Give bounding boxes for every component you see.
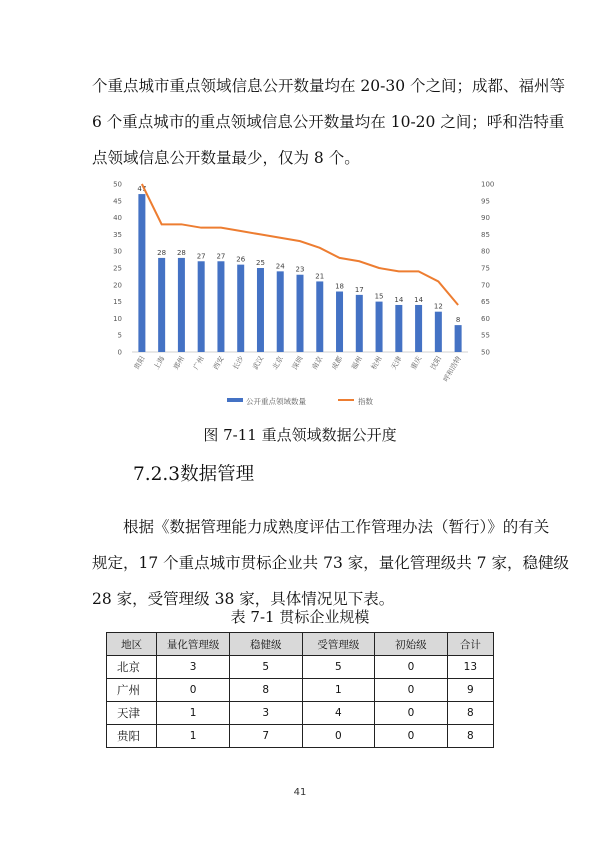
table-cell: 1	[157, 702, 230, 725]
management-paragraph	[92, 509, 569, 617]
table-cell: 0	[375, 702, 448, 725]
table-cell: 13	[447, 656, 493, 679]
bar	[257, 268, 264, 352]
right-tick-label: 95	[481, 197, 490, 206]
left-tick-label: 10	[113, 314, 122, 323]
header-cell: 受管理级	[302, 633, 375, 656]
page-number: 41	[293, 787, 307, 798]
table-cell: 9	[447, 679, 493, 702]
bar	[316, 281, 323, 352]
table-row	[107, 702, 494, 725]
category-label: 南京	[310, 355, 325, 372]
left-tick-label: 5	[117, 331, 122, 340]
table-cell: 0	[157, 679, 230, 702]
bar	[395, 305, 402, 352]
bar	[158, 258, 165, 352]
bar-value-label: 47	[137, 185, 147, 194]
text-line: 个重点城市重点领域信息公开数量均在 20-30 个之间；成都、福州等	[92, 77, 566, 95]
bar	[356, 295, 363, 352]
left-tick-label: 15	[113, 298, 122, 307]
legend-swatch-bar	[227, 398, 243, 402]
category-label: 广州	[191, 355, 206, 372]
table-cell: 1	[157, 725, 230, 748]
category-label: 上海	[152, 355, 167, 372]
header-cell: 初始级	[375, 633, 448, 656]
region-cell: 天津	[107, 702, 157, 725]
right-tick-label: 100	[481, 180, 495, 189]
right-tick-label: 75	[481, 264, 490, 273]
bar	[277, 271, 284, 352]
left-tick-label: 50	[113, 180, 122, 189]
bar	[455, 325, 462, 352]
bar-value-label: 25	[256, 259, 265, 267]
left-tick-label: 30	[113, 247, 122, 256]
text-line: 根据《数据管理能力成熟度评估工作管理办法（暂行）》的有关	[123, 518, 550, 536]
bar-value-label: 23	[295, 265, 305, 274]
bar-value-label: 28	[176, 248, 186, 257]
header-cell: 地区	[107, 633, 157, 656]
table-cell: 3	[229, 702, 302, 725]
section-title: 7.2.3数据管理	[133, 464, 255, 485]
table-cell: 0	[375, 679, 448, 702]
right-tick-label: 70	[481, 281, 490, 290]
text-line: 28 家，受管理级 38 家，具体情况见下表。	[92, 590, 395, 608]
category-label: 深圳	[290, 355, 305, 372]
table-row	[107, 656, 494, 679]
bar-value-label: 14	[414, 295, 424, 304]
bar-value-label: 21	[315, 272, 325, 281]
bar	[138, 194, 145, 352]
enterprise-scale-table	[106, 632, 494, 748]
bar	[217, 261, 224, 352]
table-header-row	[107, 633, 494, 656]
category-label: 重庆	[409, 355, 424, 372]
table-row	[107, 679, 494, 702]
table-cell: 4	[302, 702, 375, 725]
table-cell: 8	[229, 679, 302, 702]
right-tick-label: 65	[481, 298, 490, 307]
bar-value-label: 27	[216, 252, 226, 261]
bar-value-label: 27	[196, 252, 206, 261]
left-tick-label: 0	[117, 348, 122, 357]
category-label: 沈阳	[429, 355, 444, 372]
figure-caption: 图 7-11 重点领域数据公开度	[203, 426, 397, 444]
table-cell: 3	[157, 656, 230, 679]
table-cell: 1	[302, 679, 375, 702]
right-tick-label: 85	[481, 230, 490, 239]
category-label: 西安	[211, 355, 226, 372]
legend-label-line: 指数	[358, 397, 373, 406]
right-tick-label: 60	[481, 314, 490, 323]
table-cell: 5	[302, 656, 375, 679]
category-label: 长沙	[231, 355, 246, 372]
table-cell: 8	[447, 702, 493, 725]
category-label: 郑州	[172, 355, 187, 372]
left-tick-label: 40	[113, 214, 122, 223]
header-cell: 合计	[447, 633, 493, 656]
left-tick-label: 45	[113, 197, 122, 206]
region-cell: 北京	[107, 656, 157, 679]
category-label: 贵阳	[132, 355, 147, 372]
left-axis-ticks	[113, 181, 122, 357]
bar-value-label: 8	[455, 316, 461, 325]
region-cell: 贵阳	[107, 725, 157, 748]
key-domain-chart	[96, 176, 508, 416]
category-label: 呼和浩特	[441, 355, 463, 384]
category-label: 成都	[330, 355, 345, 372]
bar	[435, 312, 442, 352]
table-cell: 8	[447, 725, 493, 748]
left-tick-label: 35	[113, 230, 122, 239]
bar-value-label: 18	[335, 282, 344, 291]
table-caption: 表 7-1 贯标企业规模	[230, 608, 370, 626]
header-cell: 稳健级	[229, 633, 302, 656]
header-cell: 量化管理级	[157, 633, 230, 656]
left-tick-label: 25	[113, 264, 122, 273]
table-row	[107, 725, 494, 748]
table-cell: 0	[375, 725, 448, 748]
category-label: 武汉	[251, 355, 266, 372]
right-axis-ticks	[481, 181, 494, 357]
right-tick-label: 80	[481, 247, 490, 256]
left-tick-label: 20	[113, 281, 122, 290]
table-cell: 0	[375, 656, 448, 679]
category-label: 天津	[389, 355, 404, 372]
right-tick-label: 50	[481, 348, 490, 357]
bar-value-label: 12	[433, 302, 443, 311]
text-line: 规定，17 个重点城市贯标企业共 73 家，量化管理级共 7 家，稳健级	[92, 554, 569, 572]
legend-label-bar: 公开重点领域数量	[246, 397, 306, 406]
bar-value-label: 14	[394, 295, 404, 304]
category-label: 北京	[271, 355, 285, 372]
category-labels	[132, 354, 463, 384]
bar	[198, 261, 205, 352]
text-line: 点领域信息公开数量最少，仅为 8 个。	[92, 149, 360, 167]
bar	[178, 258, 185, 352]
bar	[415, 305, 422, 352]
table-cell: 5	[229, 656, 302, 679]
right-tick-label: 90	[481, 214, 490, 223]
bar-value-label: 28	[157, 248, 167, 257]
bar-value-label: 26	[236, 255, 246, 264]
region-cell: 广州	[107, 679, 157, 702]
table-cell: 7	[229, 725, 302, 748]
bar-value-label: 24	[275, 262, 285, 271]
intro-paragraph	[92, 68, 566, 176]
category-label: 杭州	[369, 355, 384, 372]
bar	[237, 265, 244, 352]
text-line: 6 个重点城市的重点领域信息公开数量均在 10-20 之间；呼和浩特重	[92, 113, 565, 131]
category-label: 福州	[350, 355, 365, 372]
chart-legend	[227, 396, 373, 406]
bar-value-label: 17	[354, 285, 364, 294]
bar-value-label: 15	[374, 292, 384, 301]
bar	[336, 292, 343, 352]
right-tick-label: 55	[481, 331, 490, 340]
table-cell: 0	[302, 725, 375, 748]
bar	[376, 302, 383, 352]
bar	[297, 275, 304, 352]
